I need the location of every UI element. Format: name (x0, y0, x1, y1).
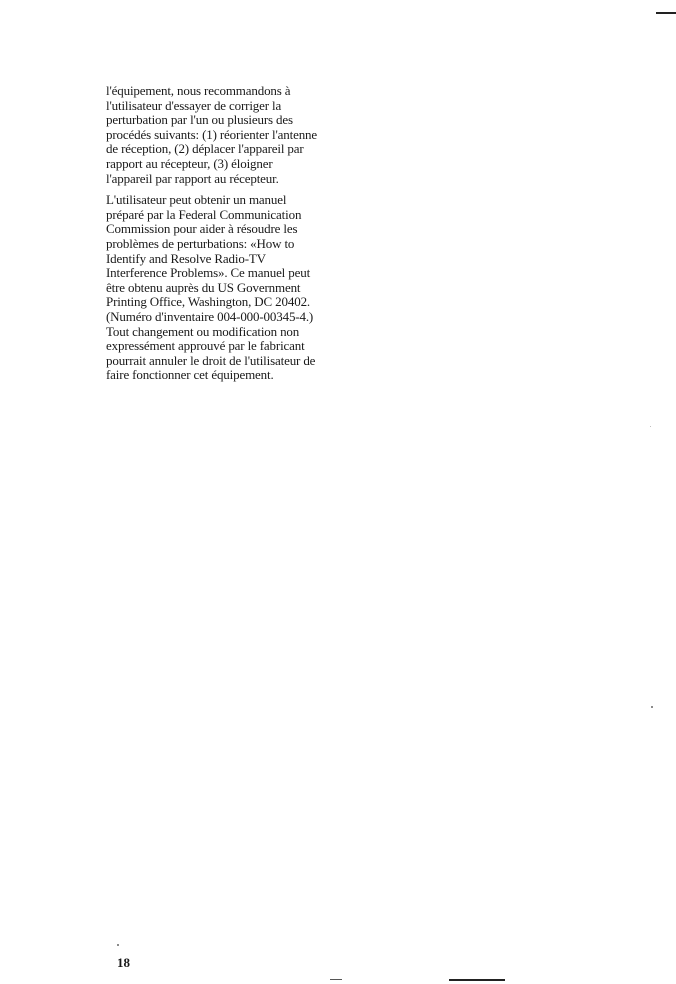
page-number: 18 (117, 955, 130, 970)
text-line: l'équipement, nous recommandons à (106, 83, 291, 98)
text-line: L'utilisateur peut obtenir un manuel (106, 192, 287, 208)
text-line: Commission pour aider à résoudre les (106, 221, 298, 237)
text-line: Printing Office, Washington, DC 20402. (106, 294, 311, 310)
text-line: préparé par la Federal Communication (106, 206, 302, 222)
text-line: Tout changement ou modification non (106, 323, 300, 339)
text-line: (Numéro d'inventaire 004-000-00345-4.) (106, 308, 314, 324)
text-line: l'appareil par rapport au récepteur. (106, 170, 279, 186)
scan-edge-mark (656, 12, 676, 14)
text-line: être obtenu auprès du US Government (106, 279, 301, 295)
text-line: de réception, (2) déplacer l'appareil par (106, 141, 304, 157)
text-line: expressément approuvé par le fabricant (106, 338, 305, 354)
paragraph-interference-remedies (106, 84, 356, 186)
scan-edge-mark (449, 979, 505, 981)
text-line: Interference Problems». Ce manuel peut (106, 265, 311, 281)
text-line: perturbation par l'un ou plusieurs des (106, 112, 293, 128)
text-line: procédés suivants: (1) réorienter l'antenne (106, 126, 318, 142)
text-column (106, 84, 356, 383)
scan-speck (650, 426, 651, 427)
text-line: pourrait annuler le droit de l'utilisateur de (106, 352, 316, 368)
text-line: l'utilisateur d'essayer de corriger la (106, 97, 282, 113)
text-line: rapport au récepteur, (3) éloigner (106, 155, 273, 171)
paragraph-fcc-manual (106, 193, 356, 383)
text-line: problèmes de perturbations: «How to (106, 235, 295, 251)
scan-speck (117, 944, 119, 946)
text-line: faire fonctionner cet équipement. (106, 367, 274, 383)
scan-edge-mark (330, 979, 342, 980)
scan-speck (651, 706, 653, 708)
text-line: Identify and Resolve Radio-TV (106, 250, 266, 266)
